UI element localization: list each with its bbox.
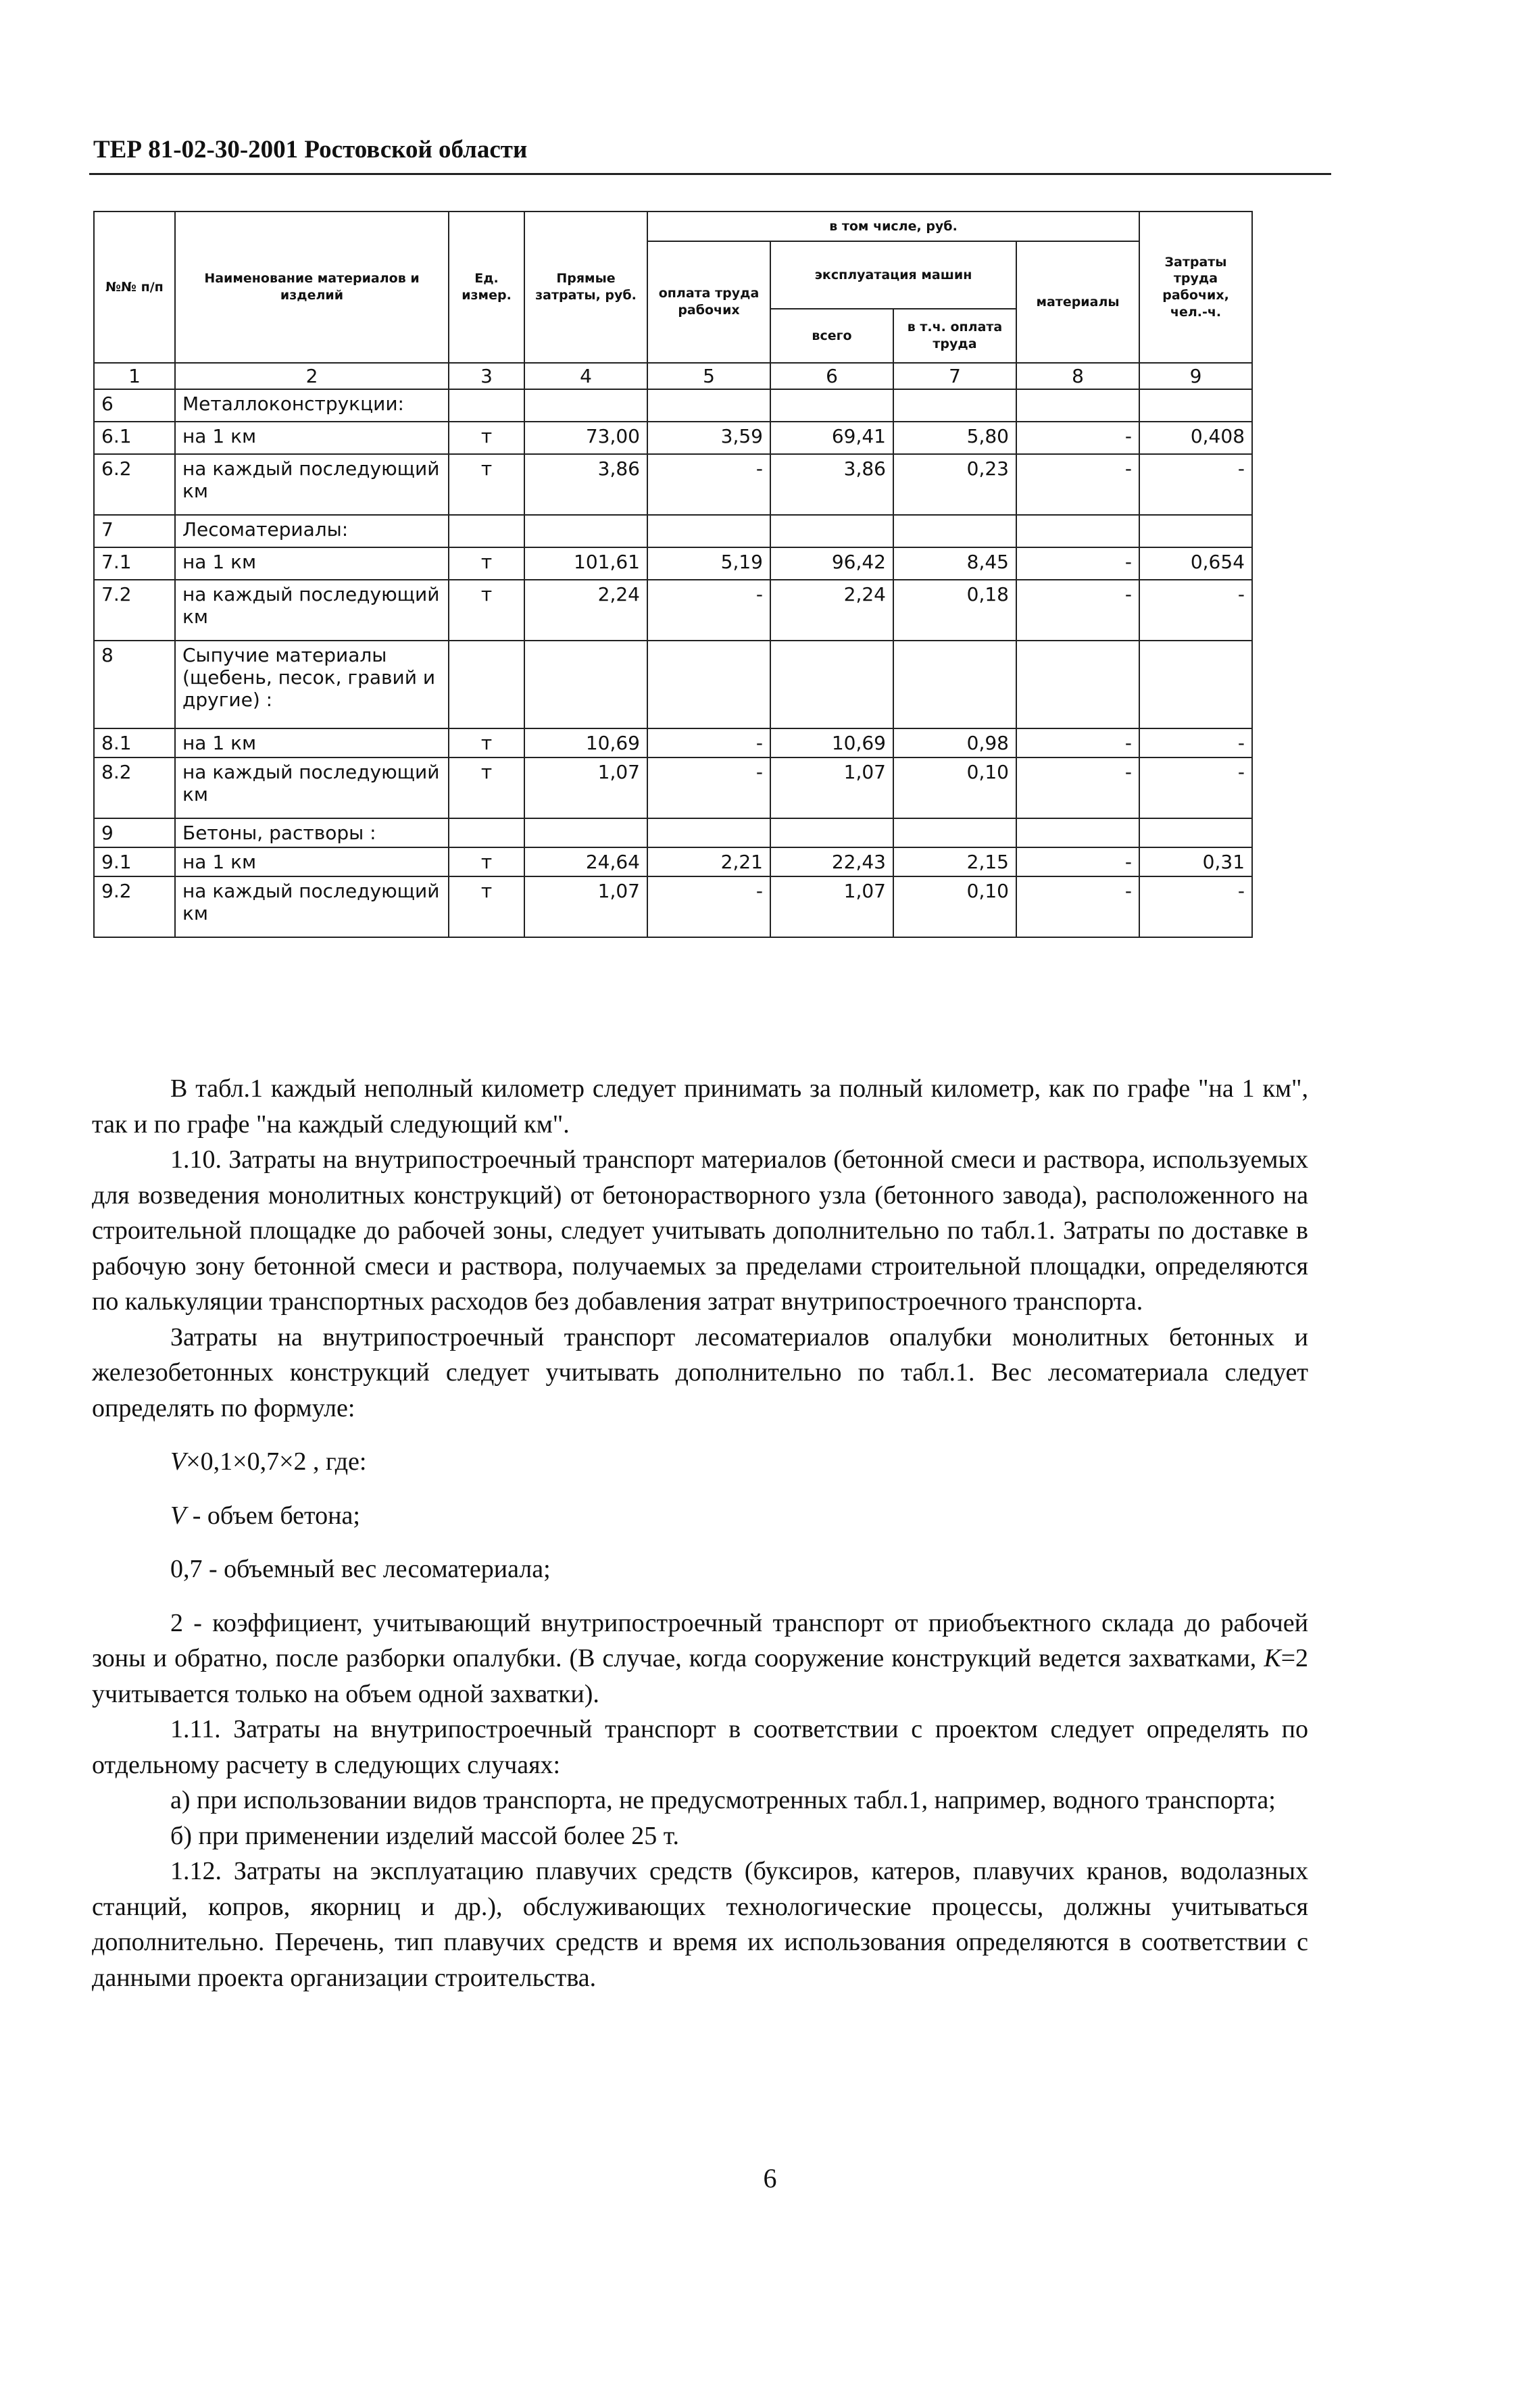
table-cell: - xyxy=(1139,757,1252,818)
table-cell: 7.1 xyxy=(94,547,175,580)
table-cell: т xyxy=(449,454,524,515)
table-cell xyxy=(770,818,893,847)
table-cell: 1,07 xyxy=(524,876,647,937)
table-cell xyxy=(1139,515,1252,547)
paragraph: а) при использовании видов транспорта, не предусмотренных табл.1, например, водного транспорта; xyxy=(170,1786,1276,1814)
table-cell: - xyxy=(1016,422,1139,454)
col-header-name: Наименование материалов и изделий xyxy=(175,212,449,363)
table-cell: - xyxy=(1016,728,1139,757)
table-cell: - xyxy=(1016,757,1139,818)
table-cell xyxy=(647,515,770,547)
definition-v xyxy=(92,1498,1308,1534)
table-cell: т xyxy=(449,847,524,876)
table-cell: т xyxy=(449,757,524,818)
table-cell xyxy=(1016,515,1139,547)
table-cell xyxy=(893,515,1016,547)
formula-variable: V xyxy=(170,1447,187,1476)
table-cell xyxy=(1139,641,1252,728)
paragraph: Затраты на внутрипостроечный транспорт лесоматериалов опалубки монолитных бетонных и железобетонных конструкций следует учитывать дополнительно по табл.1. Вес лесоматериала следует определять по формуле: xyxy=(92,1322,1308,1422)
table-cell xyxy=(647,818,770,847)
definition-density: 0,7 - объемный вес лесоматериала; xyxy=(170,1555,551,1583)
table-cell: т xyxy=(449,728,524,757)
table-cell: - xyxy=(647,876,770,937)
table-cell: 9.1 xyxy=(94,847,175,876)
table-cell: 22,43 xyxy=(770,847,893,876)
table-cell: т xyxy=(449,876,524,937)
table-cell: 8,45 xyxy=(893,547,1016,580)
col-header-machines: эксплуатация машин xyxy=(770,241,1016,309)
table-cell: 6.1 xyxy=(94,422,175,454)
table-row xyxy=(94,422,1252,454)
table-cell xyxy=(1139,818,1252,847)
table-cell: на каждый последующий км xyxy=(175,454,449,515)
index-cell: 4 xyxy=(524,363,647,389)
table-cell: - xyxy=(1016,876,1139,937)
table-cell xyxy=(1139,389,1252,422)
table-cell xyxy=(449,818,524,847)
table-cell: 2,24 xyxy=(770,580,893,641)
table-cell: 10,69 xyxy=(524,728,647,757)
table-cell: на 1 км xyxy=(175,728,449,757)
table-cell xyxy=(770,641,893,728)
paragraph: б) при применении изделий массой более 25 т. xyxy=(170,1821,679,1850)
table-row xyxy=(94,454,1252,515)
table-cell: 2,24 xyxy=(524,580,647,641)
table-cell: 3,86 xyxy=(524,454,647,515)
col-header-labor: Затраты труда рабочих, чел.-ч. xyxy=(1139,212,1252,363)
table-cell: 0,10 xyxy=(893,876,1016,937)
col-header-direct: Прямые затраты, руб. xyxy=(524,212,647,363)
table-cell: Лесоматериалы: xyxy=(175,515,449,547)
table-cell: т xyxy=(449,547,524,580)
index-cell: 2 xyxy=(175,363,449,389)
table-cell: 8.1 xyxy=(94,728,175,757)
table-cell xyxy=(524,515,647,547)
table-cell xyxy=(1016,641,1139,728)
table-cell: 0,18 xyxy=(893,580,1016,641)
column-index-row xyxy=(94,363,1252,389)
table-cell: 9.2 xyxy=(94,876,175,937)
table-cell: на 1 км xyxy=(175,422,449,454)
definition-coefficient xyxy=(92,1606,1308,1712)
index-cell: 6 xyxy=(770,363,893,389)
table-cell xyxy=(893,641,1016,728)
table-cell: - xyxy=(1139,876,1252,937)
col-header-total: всего xyxy=(770,309,893,363)
table-cell: 0,31 xyxy=(1139,847,1252,876)
page-number: 6 xyxy=(763,2163,777,2193)
table-cell: 6 xyxy=(94,389,175,422)
col-header-machine-wages: в т.ч. оплата труда xyxy=(893,309,1016,363)
table-cell: 0,98 xyxy=(893,728,1016,757)
index-cell: 8 xyxy=(1016,363,1139,389)
table-cell: 73,00 xyxy=(524,422,647,454)
table-cell: Металлоконструкции: xyxy=(175,389,449,422)
index-cell: 1 xyxy=(94,363,175,389)
table-cell: 0,408 xyxy=(1139,422,1252,454)
table-cell: 0,654 xyxy=(1139,547,1252,580)
table-cell: Сыпучие материалы (щебень, песок, гравий и другие) : xyxy=(175,641,449,728)
table-cell: 101,61 xyxy=(524,547,647,580)
definition-text: 2 - коэффициент, учитывающий внутрипостроечный транспорт от приобъектного склада до рабочей зоны и обратно, после разборки опалубки. (В случае, когда сооружение конструкций ведется захватками, xyxy=(92,1608,1308,1672)
table-cell: т xyxy=(449,422,524,454)
table-row xyxy=(94,641,1252,728)
table-cell: 1,07 xyxy=(770,757,893,818)
table-cell: 8 xyxy=(94,641,175,728)
table-cell: 2,21 xyxy=(647,847,770,876)
table-cell: 2,15 xyxy=(893,847,1016,876)
table-cell: 5,19 xyxy=(647,547,770,580)
index-cell: 7 xyxy=(893,363,1016,389)
table-row xyxy=(94,818,1252,847)
paragraph: 1.11. Затраты на внутрипостроечный транспорт в соответствии с проектом следует определять по отдельному расчету в следующих случаях: xyxy=(92,1715,1308,1779)
col-header-materials: материалы xyxy=(1016,241,1139,363)
table-cell: на каждый последующий км xyxy=(175,876,449,937)
definition-variable: К xyxy=(1264,1644,1281,1672)
table-cell: - xyxy=(1016,454,1139,515)
definition-text: - объем бетона; xyxy=(186,1501,360,1530)
table-cell: 8.2 xyxy=(94,757,175,818)
body-text xyxy=(92,1071,1308,1995)
table-cell: 0,10 xyxy=(893,757,1016,818)
table-row xyxy=(94,847,1252,876)
table-cell: на 1 км xyxy=(175,847,449,876)
table-cell: - xyxy=(647,728,770,757)
table-row xyxy=(94,757,1252,818)
table-cell xyxy=(449,389,524,422)
table-cell: - xyxy=(1016,547,1139,580)
col-header-num: №№ п/п xyxy=(94,212,175,363)
table-cell: 3,59 xyxy=(647,422,770,454)
table-cell xyxy=(893,818,1016,847)
table-row xyxy=(94,876,1252,937)
table-cell: 7 xyxy=(94,515,175,547)
index-cell: 5 xyxy=(647,363,770,389)
definition-text: =2 учитывается только на объем одной захватки). xyxy=(92,1644,1308,1708)
document-header: ТЕР 81-02-30-2001 Ростовской области xyxy=(93,136,528,164)
table-cell: - xyxy=(1139,580,1252,641)
table-cell: 1,07 xyxy=(770,876,893,937)
table-cell xyxy=(524,818,647,847)
table-cell: - xyxy=(1016,847,1139,876)
definition-variable: V xyxy=(170,1501,187,1530)
paragraph: В табл.1 каждый неполный километр следует принимать за полный километр, как по графе "на 1 км", так и по графе "на каждый следующий км". xyxy=(92,1074,1308,1139)
table-cell xyxy=(647,641,770,728)
table-row xyxy=(94,515,1252,547)
table-cell: - xyxy=(647,757,770,818)
table-cell: - xyxy=(1139,454,1252,515)
paragraph: 1.12. Затраты на эксплуатацию плавучих средств (буксиров, катеров, плавучих кранов, водолазных станций, копров, якорниц и др.), обслуживающих технологические процессы, должны учитываться дополнительно. Перечень, тип плавучих средств и время их использования определяются в соответствии с данными проекта организации строительства. xyxy=(92,1857,1308,1992)
table-cell: 6.2 xyxy=(94,454,175,515)
table-cell: 5,80 xyxy=(893,422,1016,454)
table-cell: 69,41 xyxy=(770,422,893,454)
table-cell: 3,86 xyxy=(770,454,893,515)
table-cell xyxy=(1016,389,1139,422)
table-cell: - xyxy=(647,580,770,641)
table-cell xyxy=(893,389,1016,422)
table-row xyxy=(94,580,1252,641)
table-cell: на 1 км xyxy=(175,547,449,580)
table-cell: 1,07 xyxy=(524,757,647,818)
table-row xyxy=(94,728,1252,757)
table-cell xyxy=(1016,818,1139,847)
table-cell xyxy=(449,641,524,728)
col-header-including: в том числе, руб. xyxy=(647,212,1139,241)
index-cell: 9 xyxy=(1139,363,1252,389)
col-header-unit: Ед. измер. xyxy=(449,212,524,363)
formula xyxy=(92,1444,1308,1480)
table-cell: 24,64 xyxy=(524,847,647,876)
table-cell: на каждый последующий км xyxy=(175,580,449,641)
table-row xyxy=(94,547,1252,580)
table-cell: - xyxy=(1016,580,1139,641)
index-cell: 3 xyxy=(449,363,524,389)
paragraph: 1.10. Затраты на внутрипостроечный транспорт материалов (бетонной смеси и раствора, используемых для возведения монолитных конструкций) от бетонорастворного узла (бетонного завода), расположенного на строительной площадке до рабочей зоны, следует учитывать дополнительно по табл.1. Затраты по доставке в рабочую зону бетонной смеси и раствора, получаемых за пределами строительной площадки, определяются по калькуляции транспортных расходов без добавления затрат внутрипостроечного транспорта. xyxy=(92,1145,1308,1316)
formula-expression: ×0,1×0,7×2 , где: xyxy=(186,1447,367,1476)
table-cell xyxy=(524,389,647,422)
table-cell: - xyxy=(1139,728,1252,757)
table-cell xyxy=(770,389,893,422)
table-cell: Бетоны, растворы : xyxy=(175,818,449,847)
transport-cost-table xyxy=(93,211,1253,938)
table-cell: 96,42 xyxy=(770,547,893,580)
table-cell xyxy=(770,515,893,547)
header-rule xyxy=(89,173,1331,175)
table-cell: 0,23 xyxy=(893,454,1016,515)
table-cell xyxy=(449,515,524,547)
table-cell: 10,69 xyxy=(770,728,893,757)
col-header-wages: оплата труда рабочих xyxy=(647,241,770,363)
table-cell xyxy=(524,641,647,728)
table-cell xyxy=(647,389,770,422)
table-cell: на каждый последующий км xyxy=(175,757,449,818)
table-row xyxy=(94,389,1252,422)
table-cell: т xyxy=(449,580,524,641)
table-cell: 7.2 xyxy=(94,580,175,641)
table-cell: 9 xyxy=(94,818,175,847)
table-cell: - xyxy=(647,454,770,515)
